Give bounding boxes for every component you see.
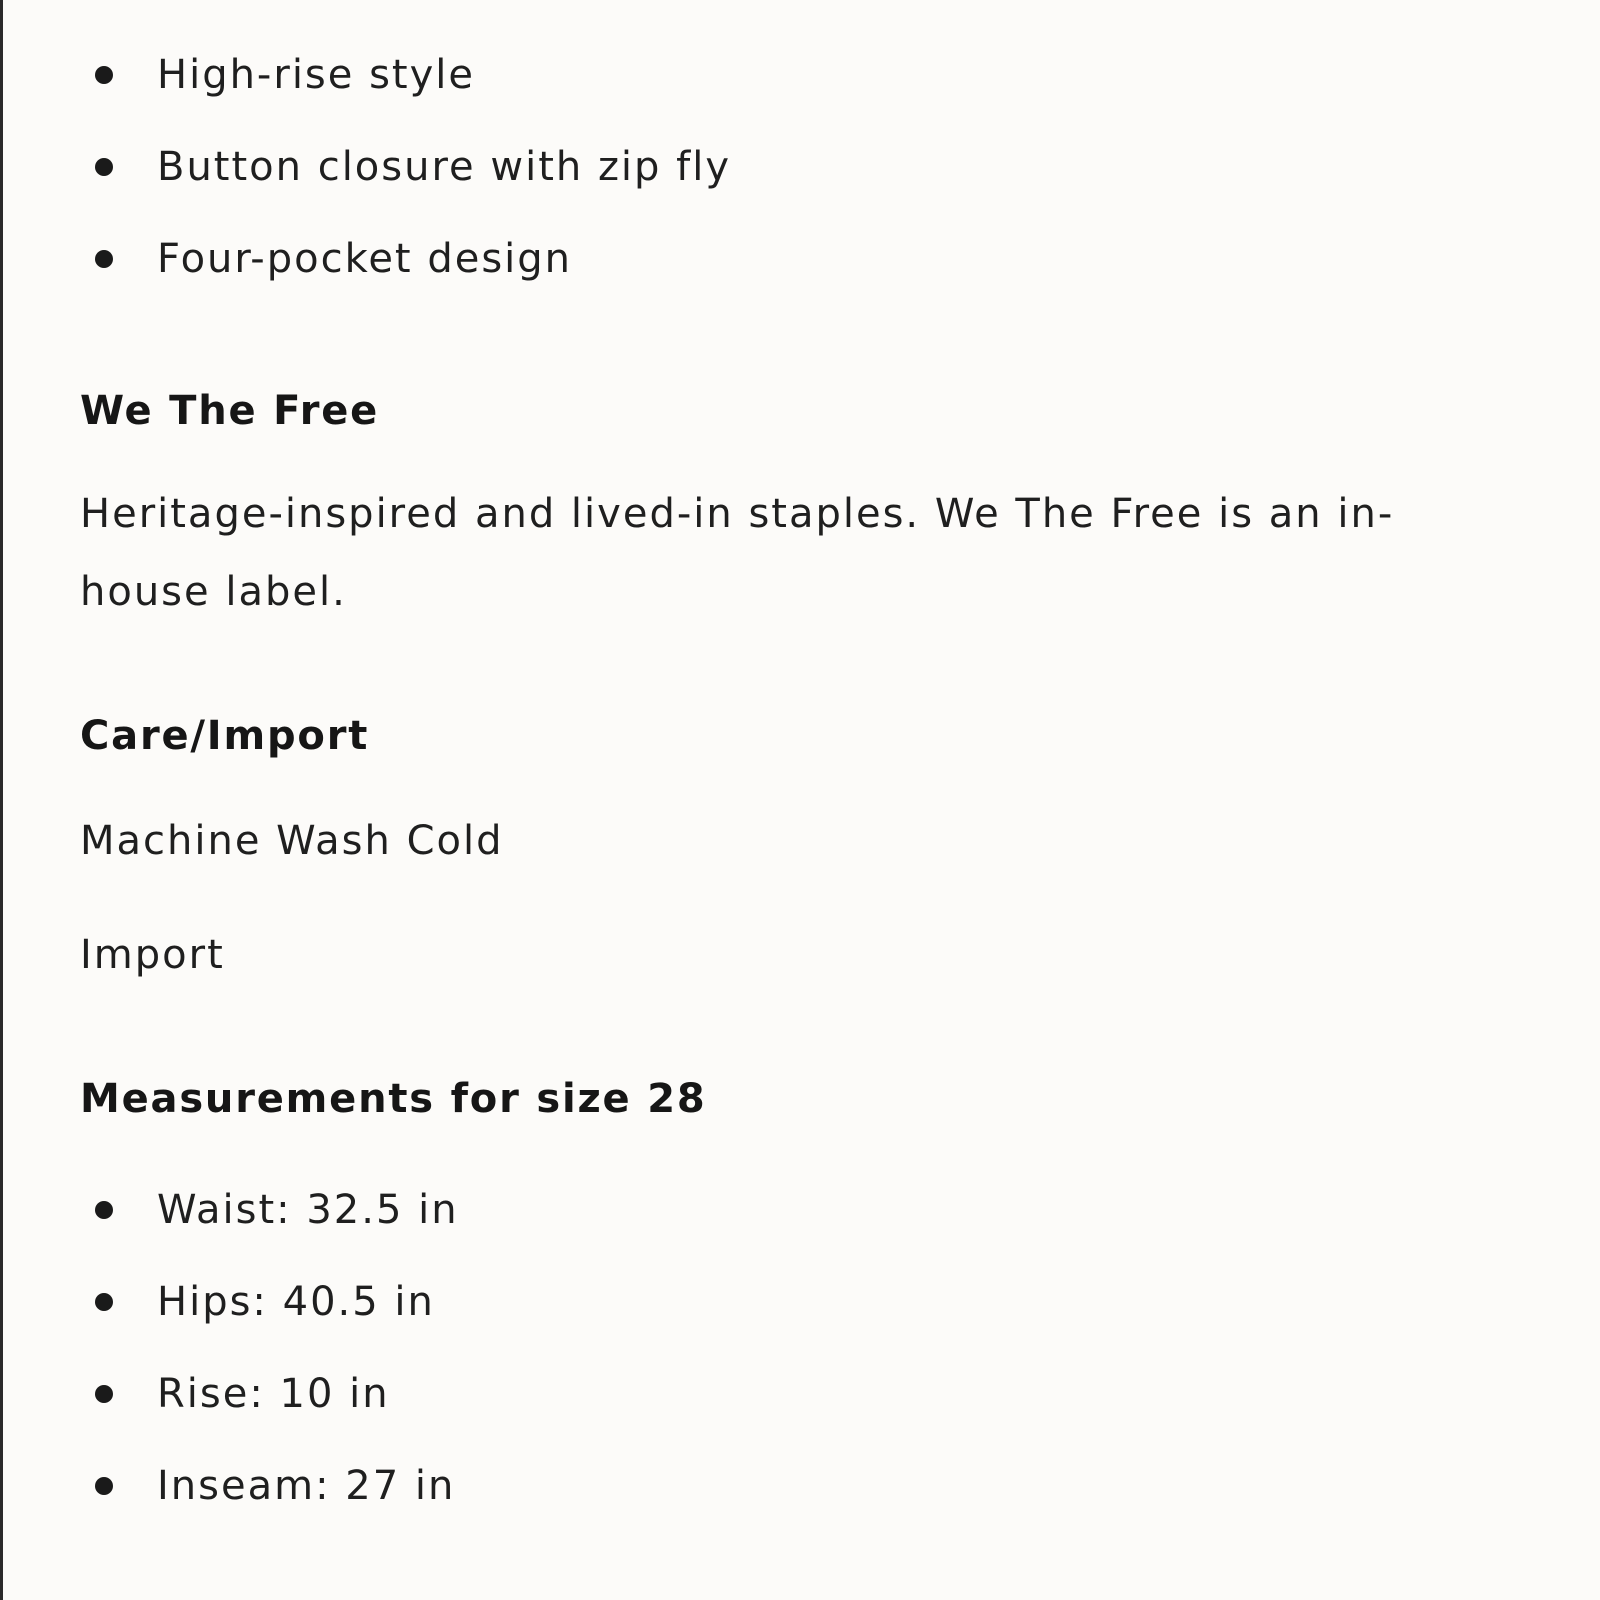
measurements-heading: Measurements for size 28 <box>80 1076 707 1122</box>
measurement-text: Rise: 10 in <box>157 1371 390 1417</box>
bullet-icon <box>95 1293 113 1311</box>
care-wash-text: Machine Wash Cold <box>80 818 504 864</box>
brand-heading: We The Free <box>80 388 380 434</box>
measurement-text: Inseam: 27 in <box>157 1463 456 1509</box>
care-heading: Care/Import <box>80 713 370 759</box>
left-border <box>0 0 3 1600</box>
brand-description-line2: house label. <box>80 569 347 615</box>
feature-text: Four-pocket design <box>157 236 573 282</box>
measurement-text: Hips: 40.5 in <box>157 1279 435 1325</box>
measurement-text: Waist: 32.5 in <box>157 1187 459 1233</box>
feature-text: Button closure with zip fly <box>157 144 732 190</box>
feature-text: High-rise style <box>157 52 476 98</box>
bullet-icon <box>95 66 113 84</box>
bullet-icon <box>95 1477 113 1495</box>
bullet-icon <box>95 1201 113 1219</box>
bullet-icon <box>95 158 113 176</box>
brand-description-line1: Heritage-inspired and lived-in staples. We The Free is an in- <box>80 491 1395 537</box>
bullet-icon <box>95 250 113 268</box>
bullet-icon <box>95 1385 113 1403</box>
brand-description <box>80 475 1500 631</box>
care-origin-text: Import <box>80 932 225 978</box>
